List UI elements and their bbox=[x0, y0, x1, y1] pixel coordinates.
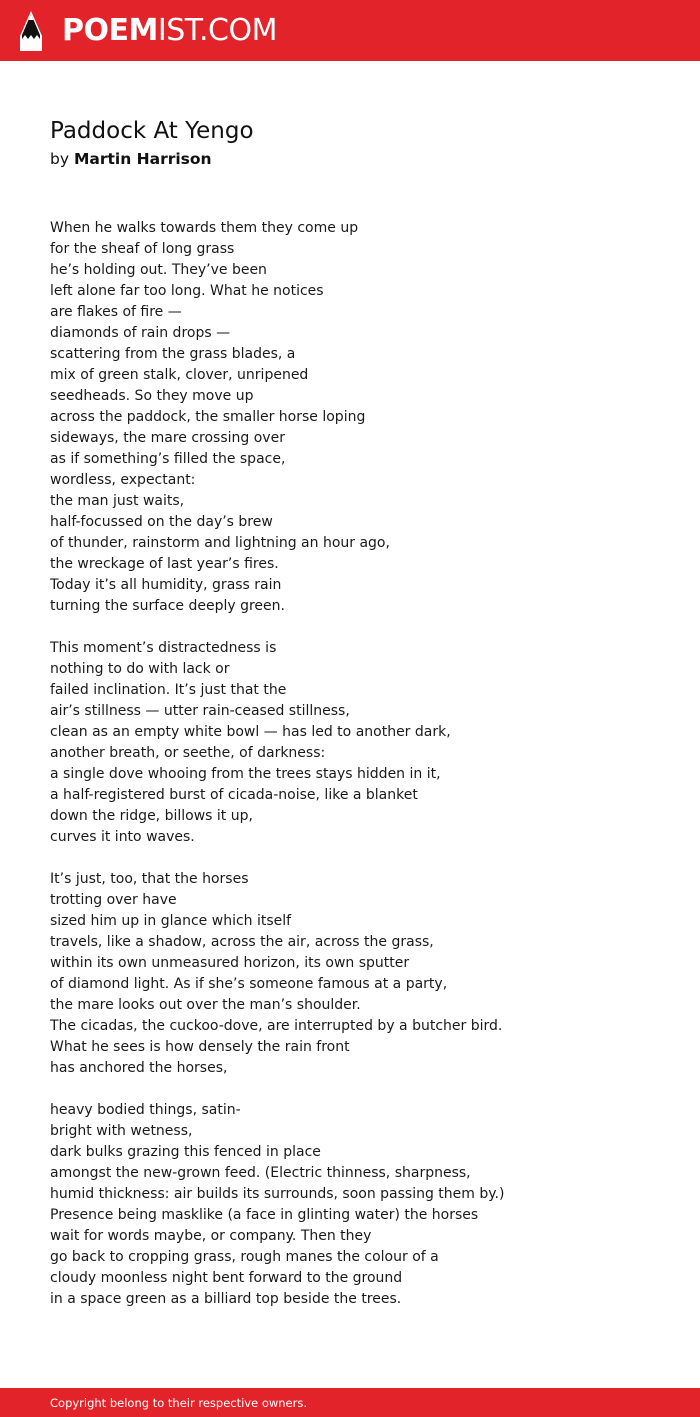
poem-line: a half-registered burst of cicada-noise, like a blanket bbox=[50, 787, 418, 803]
poem-title: Paddock At Yengo bbox=[50, 118, 254, 144]
poem-line: left alone far too long. What he notices bbox=[50, 283, 324, 299]
poem-line: The cicadas, the cuckoo-dove, are interrupted by a butcher bird. bbox=[50, 1018, 503, 1034]
poem-line: sideways, the mare crossing over bbox=[50, 430, 285, 446]
pencil-tip-icon[interactable] bbox=[19, 10, 43, 52]
poem-line: Presence being masklike (a face in glinting water) the horses bbox=[50, 1207, 479, 1223]
poem-line: bright with wetness, bbox=[50, 1123, 193, 1139]
poem-line: seedheads. So they move up bbox=[50, 388, 254, 404]
stanza-break bbox=[50, 617, 670, 638]
copyright-notice: Copyright belong to their respective owners. bbox=[50, 1396, 308, 1410]
poem-line: amongst the new-grown feed. (Electric thinness, sharpness, bbox=[50, 1165, 471, 1181]
poem-line: he’s holding out. They’ve been bbox=[50, 262, 267, 278]
poem-line: has anchored the horses, bbox=[50, 1060, 228, 1076]
poem-line: another breath, or seethe, of darkness: bbox=[50, 745, 326, 761]
poem-line: wait for words maybe, or company. Then they bbox=[50, 1228, 372, 1244]
poem-byline bbox=[50, 149, 212, 169]
poem-line: down the ridge, billows it up, bbox=[50, 808, 253, 824]
poem-line: curves it into waves. bbox=[50, 829, 195, 845]
site-footer bbox=[0, 1388, 700, 1417]
poem-line: When he walks towards them they come up bbox=[50, 220, 359, 236]
site-logo[interactable] bbox=[62, 13, 277, 49]
poem-line: for the sheaf of long grass bbox=[50, 241, 235, 257]
poem-line: of diamond light. As if she’s someone famous at a party, bbox=[50, 976, 448, 992]
stanza-break bbox=[50, 1079, 670, 1100]
poem-line: wordless, expectant: bbox=[50, 472, 196, 488]
poem-line: diamonds of rain drops — bbox=[50, 325, 231, 341]
poem-line: What he sees is how densely the rain front bbox=[50, 1039, 350, 1055]
poem-line: This moment’s distractedness is bbox=[50, 640, 277, 656]
poem-line: within its own unmeasured horizon, its own sputter bbox=[50, 955, 410, 971]
poem-line: the mare looks out over the man’s shoulder. bbox=[50, 997, 361, 1013]
poem-body bbox=[50, 218, 670, 1310]
poem-line: It’s just, too, that the horses bbox=[50, 871, 249, 887]
poem-line: scattering from the grass blades, a bbox=[50, 346, 296, 362]
poem-line: of thunder, rainstorm and lightning an hour ago, bbox=[50, 535, 390, 551]
poem-line: as if something’s filled the space, bbox=[50, 451, 286, 467]
poem-line: trotting over have bbox=[50, 892, 177, 908]
logo-text-light: IST.COM bbox=[157, 13, 277, 48]
poem-line: turning the surface deeply green. bbox=[50, 598, 285, 614]
poem-line: are flakes of fire — bbox=[50, 304, 182, 320]
poem-line: humid thickness: air builds its surrounds, soon passing them by.) bbox=[50, 1186, 505, 1202]
poem-line: across the paddock, the smaller horse loping bbox=[50, 409, 366, 425]
poem-line: travels, like a shadow, across the air, across the grass, bbox=[50, 934, 434, 950]
logo-text-bold: POEM bbox=[62, 13, 158, 48]
poem-line: nothing to do with lack or bbox=[50, 661, 230, 677]
site-header bbox=[0, 0, 700, 61]
author-name[interactable]: Martin Harrison bbox=[73, 150, 212, 168]
poem-line: dark bulks grazing this fenced in place bbox=[50, 1144, 321, 1160]
poem-line: in a space green as a billiard top beside the trees. bbox=[50, 1291, 402, 1307]
poem-line: sized him up in glance which itself bbox=[50, 913, 292, 929]
poem-line: failed inclination. It’s just that the bbox=[50, 682, 287, 698]
poem-line: mix of green stalk, clover, unripened bbox=[50, 367, 309, 383]
poem-line: half-focussed on the day’s brew bbox=[50, 514, 273, 530]
by-label: by bbox=[50, 150, 70, 168]
poem-line: air’s stillness — utter rain-ceased stillness, bbox=[50, 703, 350, 719]
poem-line: clean as an empty white bowl — has led to another dark, bbox=[50, 724, 451, 740]
poem-line: Today it’s all humidity, grass rain bbox=[50, 577, 282, 593]
poem-line: heavy bodied things, satin- bbox=[50, 1102, 241, 1118]
poem-line: a single dove whooing from the trees stays hidden in it, bbox=[50, 766, 441, 782]
poem-line: the man just waits, bbox=[50, 493, 185, 509]
poem-line: go back to cropping grass, rough manes the colour of a bbox=[50, 1249, 439, 1265]
poem-line: cloudy moonless night bent forward to the ground bbox=[50, 1270, 403, 1286]
poem-line: the wreckage of last year’s fires. bbox=[50, 556, 279, 572]
stanza-break bbox=[50, 848, 670, 869]
